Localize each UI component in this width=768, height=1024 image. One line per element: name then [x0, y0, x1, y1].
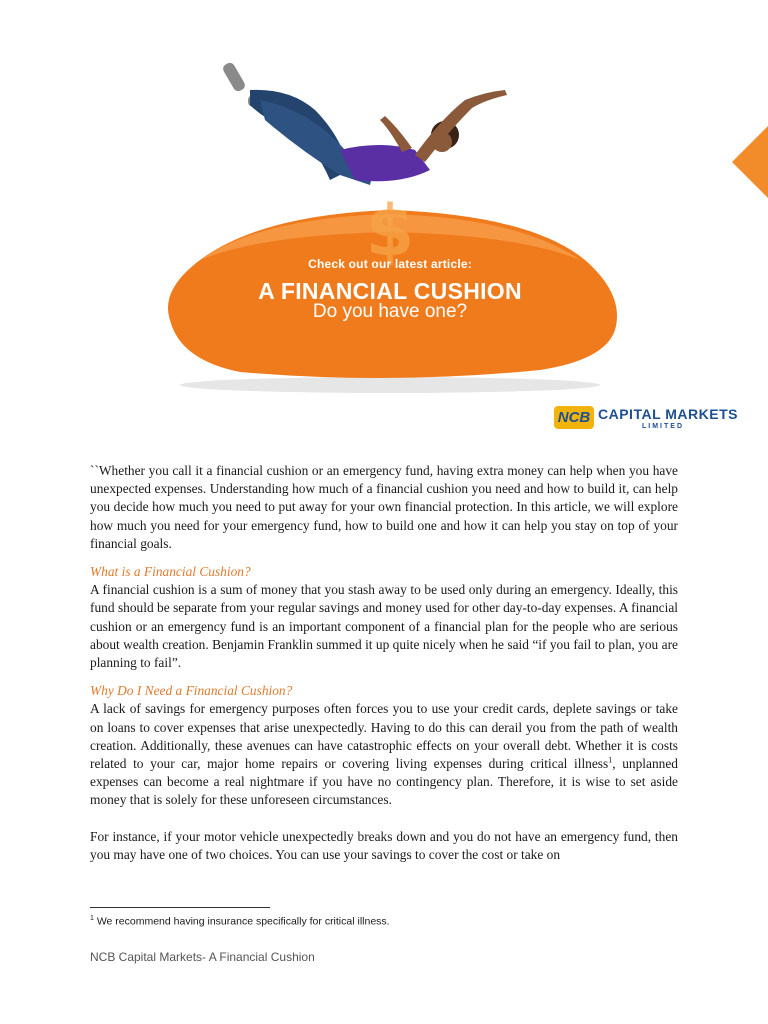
hero-title: A FINANCIAL CUSHION: [258, 278, 522, 304]
logo-name: CAPITAL MARKETS: [598, 406, 738, 422]
footnote: [90, 915, 390, 928]
hero-illustration: [140, 50, 640, 450]
example-paragraph: For instance, if your motor vehicle unexpectedly breaks down and you do not have an emergency fund, then you may have one of two choices. You can use your savings to cover the cost or take on: [90, 828, 678, 862]
hero-kicker: Check out our latest article:: [308, 257, 472, 271]
intro-paragraph: ``Whether you call it a financial cushion or an emergency fund, having extra money can help when you have unexpected expenses. Understanding how much of a financial cushion you need and how to build it, can help you decide how much you need to put away for your own financial protection. In this article, we will explore how much you need for your emergency fund, how to build one and how it can help you stay on top of your financial goals.: [90, 463, 678, 551]
why-text-a: A lack of savings for emergency purposes often forces you to use your credit cards, deplete savings or take on loans to cover expenses that arise unexpectedly. Having to do this can derail you from the path of wealth creation. Additionally, these avenues can have catastrophic effects on your overall debt. Whether it is costs related to your car, major home repairs or covering living expenses during critical illness: [90, 701, 678, 772]
page-footer: NCB Capital Markets- A Financial Cushion: [90, 950, 315, 964]
hero-subtitle: Do you have one?: [312, 301, 468, 322]
footnote-divider: [90, 907, 270, 908]
cushion-shadow: [180, 377, 600, 393]
woman-figure: [221, 61, 507, 185]
logo-badge: NCB: [554, 406, 594, 429]
section-paragraph-what: A financial cushion is a sum of money that you stash away to be used only during an emergency. Ideally, this fund should be separate from your regular savings and money used for other day-to-day expenses. A financial cushion or an emergency fund is an important component of a financial plan for the people who are serious about wealth creation. Benjamin Franklin summed it up quite nicely when he said “if you fail to plan, you are planning to fail”.: [90, 582, 678, 671]
section-paragraph-why: [90, 700, 678, 809]
footnote-reference[interactable]: 1: [608, 755, 613, 765]
hero-banner: [140, 50, 640, 450]
section-heading-what: What is a Financial Cushion?: [90, 564, 251, 580]
why-text-b: , unplanned expenses can become a real nightmare if you have no contingency plan. Therefore, it is wise to set aside money that is solely for these unforeseen circumstances.: [90, 756, 679, 808]
section-heading-why: Why Do I Need a Financial Cushion?: [90, 683, 293, 699]
logo-sub: LIMITED: [642, 423, 684, 430]
dollar-watermark: $: [365, 190, 415, 272]
footnote-mark: 1: [90, 915, 94, 922]
paragraph-gap: [90, 810, 678, 828]
corner-arrow-icon: [732, 126, 768, 198]
article-body: [90, 462, 678, 864]
footnote-text: We recommend having insurance specifically for critical illness.: [93, 915, 390, 928]
company-logo: [554, 404, 738, 434]
